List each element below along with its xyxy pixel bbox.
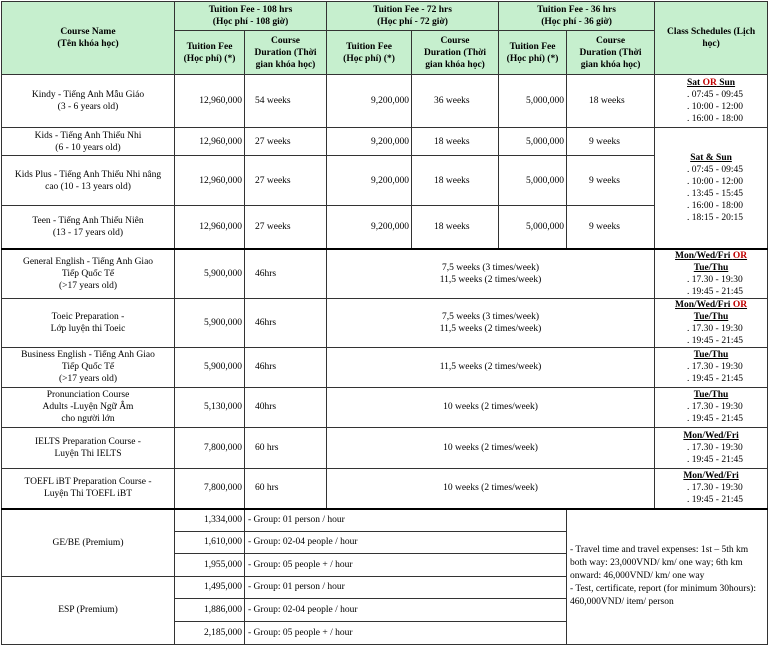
header-fee-72: Tuition Fee (Học phí) (*) [327, 31, 412, 75]
premium-group: - Group: 01 person / hour [245, 576, 567, 598]
header-tier-72: Tuition Fee - 72 hrs (Học phí - 72 giờ) [327, 2, 499, 31]
premium-group: - Group: 05 people + / hour [245, 621, 567, 644]
premium-fee: 1,334,000 [175, 509, 245, 531]
duration-36: 18 weeks [567, 75, 655, 128]
header-schedules: Class Schedules (Lịch học) [655, 2, 768, 75]
fee: 5,900,000 [175, 249, 245, 299]
fee-108: 12,960,000 [175, 128, 245, 156]
course-name: IELTS Preparation Course - Luyện Thi IELTS [2, 427, 175, 468]
hours: 60 hrs [245, 427, 327, 468]
weeks: 10 weeks (2 times/week) [327, 427, 655, 468]
premium-notes: - Travel time and travel expenses: 1st – 5th km both way: 23,000VND/ km/ one way; 6th km onward: 46,000VND/ km/ one way - Test, certificate, report (for minimum 30hours): 460,000VND/ item/ person [567, 509, 768, 644]
premium-group: - Group: 02-04 people / hour [245, 531, 567, 553]
premium-group: - Group: 01 person / hour [245, 509, 567, 531]
fee-72: 9,200,000 [327, 128, 412, 156]
premium-group: - Group: 02-04 people / hour [245, 598, 567, 621]
weeks: 10 weeks (2 times/week) [327, 387, 655, 427]
course-name: Teen - Tiếng Anh Thiếu Niên (13 - 17 years old) [2, 206, 175, 249]
fee-72: 9,200,000 [327, 206, 412, 249]
table-row [2, 468, 768, 509]
premium-fee: 1,495,000 [175, 576, 245, 598]
duration-36: 9 weeks [567, 128, 655, 156]
table-row [2, 347, 768, 387]
premium-gebe-label: GE/BE (Premium) [2, 509, 175, 576]
tuition-table [1, 1, 768, 645]
premium-group: - Group: 05 people + / hour [245, 553, 567, 576]
duration-72: 18 weeks [412, 156, 499, 206]
schedule: Tue/Thu . 17.30 - 19:30 . 19:45 - 21:45 [655, 387, 768, 427]
table-row [2, 249, 768, 299]
table-row [2, 298, 768, 347]
table-row [2, 128, 768, 156]
header-duration-36: Course Duration (Thời gian khóa học) [567, 31, 655, 75]
table-row [2, 509, 768, 531]
course-name: TOEFL iBT Preparation Course - Luyện Thi TOEFL iBT [2, 468, 175, 509]
duration-108: 27 weeks [245, 156, 327, 206]
course-name: Toeic Preparation - Lớp luyện thi Toeic [2, 298, 175, 347]
hours: 46hrs [245, 298, 327, 347]
header-fee-108: Tuition Fee (Học phí) (*) [175, 31, 245, 75]
fee: 7,800,000 [175, 427, 245, 468]
hours: 46hrs [245, 249, 327, 299]
schedule: Tue/Thu . 17.30 - 19:30 . 19:45 - 21:45 [655, 347, 768, 387]
course-name: Kids - Tiếng Anh Thiếu Nhi (6 - 10 years old) [2, 128, 175, 156]
fee-36: 5,000,000 [499, 156, 567, 206]
course-name: Business English - Tiếng Anh Giao Tiếp Quốc Tế (>17 years old) [2, 347, 175, 387]
fee-108: 12,960,000 [175, 156, 245, 206]
duration-72: 36 weeks [412, 75, 499, 128]
weeks: 10 weeks (2 times/week) [327, 468, 655, 509]
premium-fee: 1,955,000 [175, 553, 245, 576]
weeks: 7,5 weeks (3 times/week) 11,5 weeks (2 times/week) [327, 298, 655, 347]
duration-36: 9 weeks [567, 206, 655, 249]
schedule: Mon/Wed/Fri OR Tue/Thu . 17.30 - 19:30 . 19:45 - 21:45 [655, 298, 768, 347]
header-duration-108: Course Duration (Thời gian khóa học) [245, 31, 327, 75]
schedule-weekend-both: Sat & Sun . 07:45 - 09:45 . 10:00 - 12:00 . 13:45 - 15:45 . 16:00 - 18:00 . 18:15 - 20:15 [655, 128, 768, 249]
duration-108: 27 weeks [245, 206, 327, 249]
header-course-name: Course Name (Tên khóa học) [2, 2, 175, 75]
fee: 5,900,000 [175, 347, 245, 387]
table-row [2, 156, 768, 206]
duration-36: 9 weeks [567, 156, 655, 206]
duration-108: 27 weeks [245, 128, 327, 156]
header-tier-36: Tuition Fee - 36 hrs (Học phí - 36 giờ) [499, 2, 655, 31]
premium-esp-label: ESP (Premium) [2, 576, 175, 644]
course-name: Pronunciation Course Adults -Luyện Ngữ Âm cho người lớn [2, 387, 175, 427]
hours: 40hrs [245, 387, 327, 427]
table-row [2, 206, 768, 249]
fee-72: 9,200,000 [327, 75, 412, 128]
premium-fee: 1,886,000 [175, 598, 245, 621]
header-duration-72: Course Duration (Thời gian khóa học) [412, 31, 499, 75]
duration-72: 18 weeks [412, 206, 499, 249]
header-tier-108: Tuition Fee - 108 hrs (Học phí - 108 giờ) [175, 2, 327, 31]
table-row [2, 427, 768, 468]
course-name: General English - Tiếng Anh Giao Tiếp Quốc Tế (>17 years old) [2, 249, 175, 299]
hours: 46hrs [245, 347, 327, 387]
fee-108: 12,960,000 [175, 75, 245, 128]
fee-108: 12,960,000 [175, 206, 245, 249]
weeks: 11,5 weeks (2 times/week) [327, 347, 655, 387]
fee-36: 5,000,000 [499, 128, 567, 156]
fee: 7,800,000 [175, 468, 245, 509]
header-fee-36: Tuition Fee (Học phí) (*) [499, 31, 567, 75]
premium-fee: 2,185,000 [175, 621, 245, 644]
fee: 5,900,000 [175, 298, 245, 347]
table-row [2, 387, 768, 427]
schedule: Mon/Wed/Fri OR Tue/Thu . 17.30 - 19:30 . 19:45 - 21:45 [655, 249, 768, 299]
course-name: Kindy - Tiếng Anh Mẫu Giáo (3 - 6 years old) [2, 75, 175, 128]
weeks: 7,5 weeks (3 times/week) 11,5 weeks (2 times/week) [327, 249, 655, 299]
fee-36: 5,000,000 [499, 206, 567, 249]
duration-72: 18 weeks [412, 128, 499, 156]
course-name: Kids Plus - Tiếng Anh Thiếu Nhi nâng cao (10 - 13 years old) [2, 156, 175, 206]
duration-108: 54 weeks [245, 75, 327, 128]
table-row [2, 75, 768, 128]
schedule: Mon/Wed/Fri . 17.30 - 19:30 . 19:45 - 21:45 [655, 468, 768, 509]
fee-36: 5,000,000 [499, 75, 567, 128]
schedule: Mon/Wed/Fri . 17.30 - 19:30 . 19:45 - 21:45 [655, 427, 768, 468]
premium-fee: 1,610,000 [175, 531, 245, 553]
hours: 60 hrs [245, 468, 327, 509]
schedule-weekend-or: Sat OR Sun . 07:45 - 09:45 . 10:00 - 12:00 . 16:00 - 18:00 [655, 75, 768, 128]
fee: 5,130,000 [175, 387, 245, 427]
fee-72: 9,200,000 [327, 156, 412, 206]
